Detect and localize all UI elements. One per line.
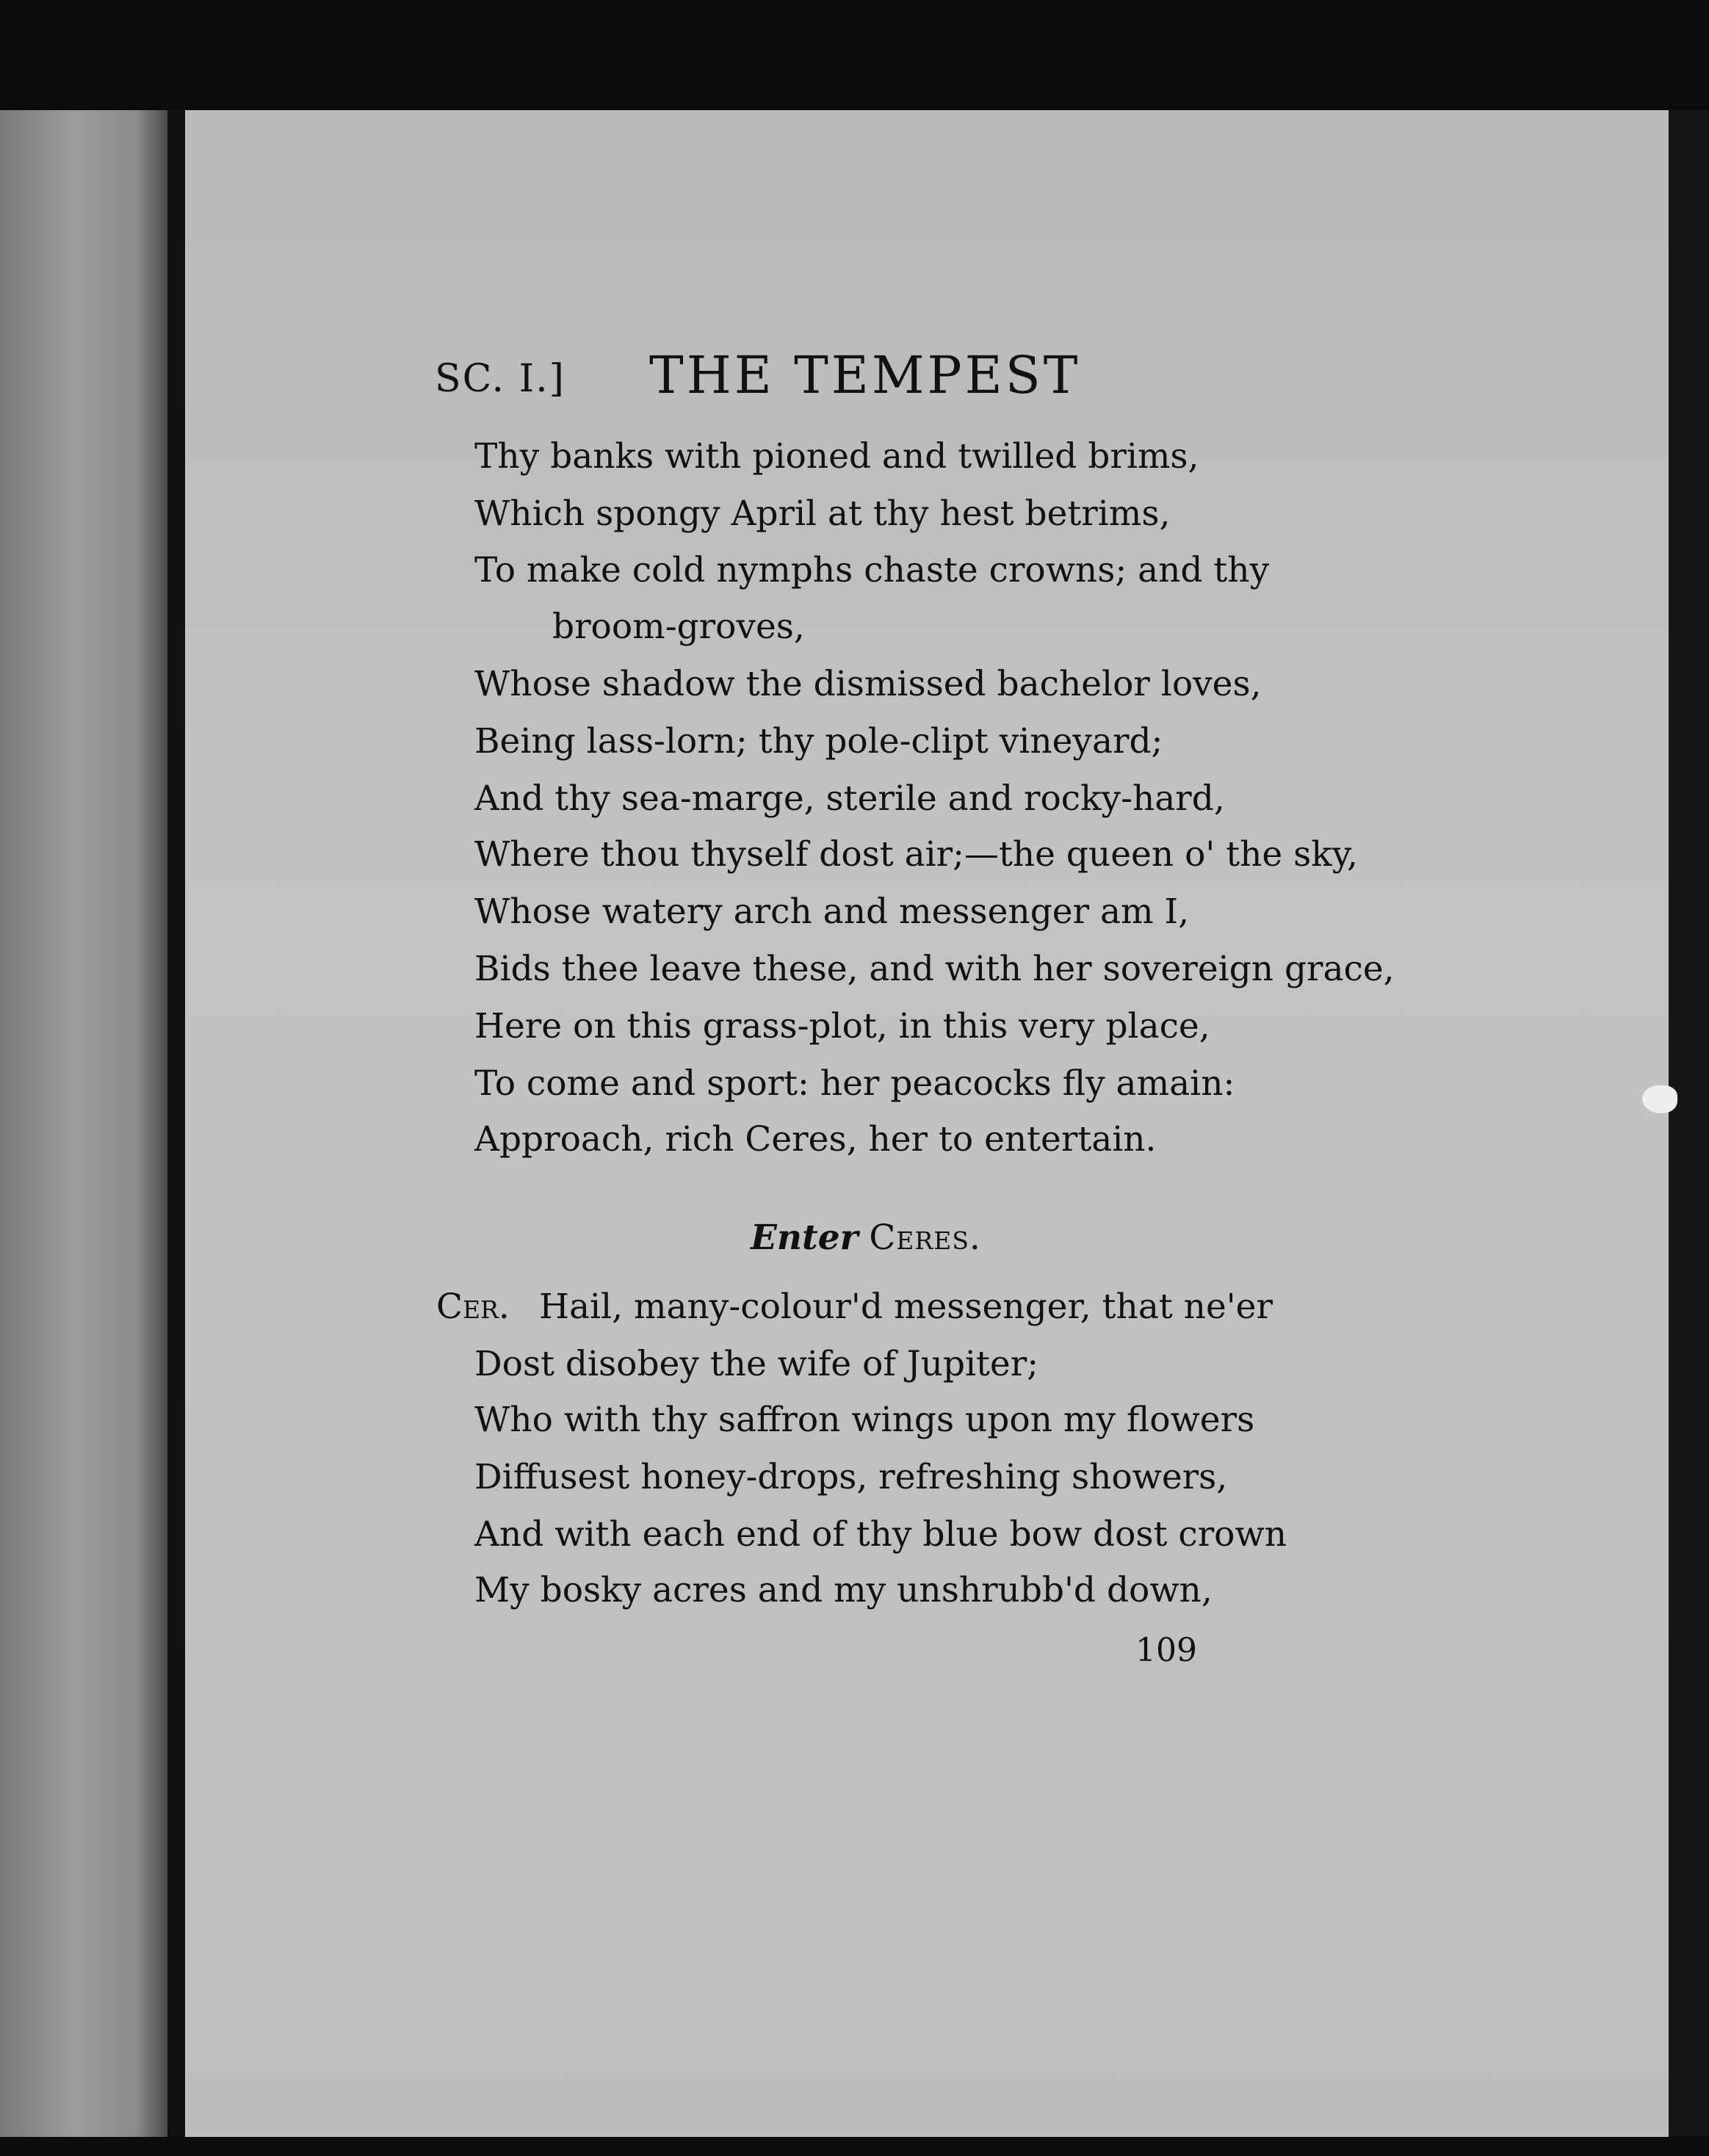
verse-line: Bids thee leave these, and with her sovereign grace, (474, 949, 1395, 989)
stage-direction-enter: Enter (751, 1218, 859, 1258)
verse-line: My bosky acres and my unshrubb'd down, (474, 1570, 1213, 1610)
verse-line: Approach, rich Ceres, her to entertain. (474, 1119, 1157, 1160)
page-number: 109 (1135, 1632, 1197, 1669)
book-gutter (167, 110, 185, 2137)
verse-line: Hail, many-colour'd messenger, that ne'er (539, 1287, 1273, 1327)
verse-line: To come and sport: her peacocks fly amain: (474, 1063, 1235, 1104)
verse-line: And thy sea-marge, sterile and rocky-hard, (474, 778, 1225, 819)
stage-direction-character: Ceres. (869, 1218, 981, 1258)
right-page-edge (1669, 110, 1709, 2137)
verse-line: Whose watery arch and messenger am I, (474, 891, 1190, 932)
verse-line: Where thou thyself dost air;—the queen o' the sky, (474, 834, 1358, 875)
paper-blot (1642, 1085, 1677, 1113)
running-title: THE TEMPEST (649, 345, 1081, 405)
verse-line: Whose shadow the dismissed bachelor loves, (474, 664, 1262, 704)
verse-line-continuation: broom-groves, (552, 607, 805, 647)
verse-line: And with each end of thy blue bow dost crown (474, 1514, 1287, 1555)
scene-marker: SC. I.] (435, 357, 566, 401)
verse-line: To make cold nymphs chaste crowns; and thy (474, 550, 1270, 590)
verse-line: Who with thy saffron wings upon my flowers (474, 1400, 1255, 1440)
verse-line: Diffusest honey-drops, refreshing showers, (474, 1457, 1228, 1497)
verse-line: Which spongy April at thy hest betrims, (474, 493, 1171, 534)
verse-line: Dost disobey the wife of Jupiter; (474, 1344, 1039, 1384)
verse-line: Here on this grass-plot, in this very place, (474, 1006, 1210, 1046)
verse-line: Thy banks with pioned and twilled brims, (474, 436, 1199, 477)
left-page-edge (0, 110, 169, 2137)
stage-direction (751, 1218, 981, 1258)
verse-line: Being lass-lorn; thy pole-clipt vineyard; (474, 721, 1163, 762)
speaker-name: Cer. (436, 1287, 510, 1327)
